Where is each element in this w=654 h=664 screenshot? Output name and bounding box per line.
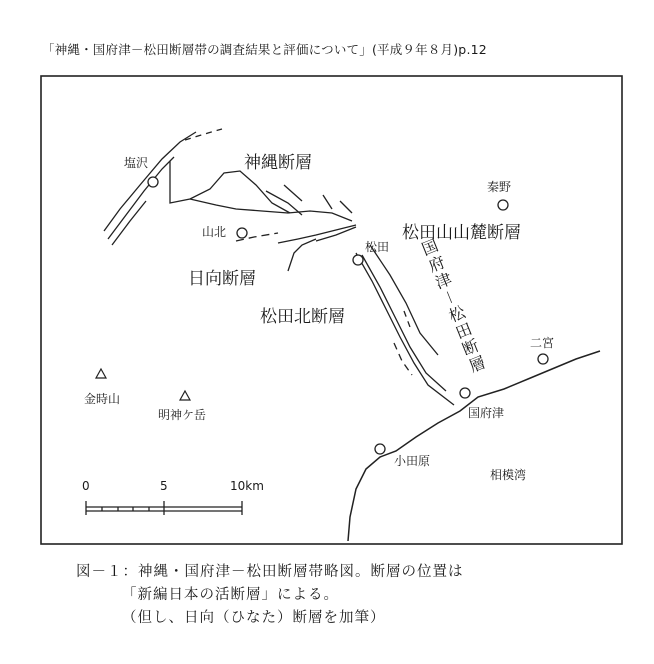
kozu-marker [460,388,470,398]
caption-line-1: 図－１：神縄・国府津－松田断層帯略図。断層の位置は [76,564,464,580]
scale-tick-5: 5 [160,479,168,493]
shiozawa-marker [148,177,158,187]
hatano-marker [498,200,508,210]
matsuda-kita-fault-label: 松田北断層 [260,307,345,327]
odawara-label: 小田原 [394,454,431,468]
myojin-triangle [180,391,190,400]
matsuda-label: 松田 [365,240,390,254]
kozu-label: 国府津 [468,406,505,420]
myojin-label: 明神ケ岳 [158,408,207,422]
hinata-fault-label: 日向断層 [188,269,256,289]
kozu-matsuda-fault-label: 国府津－松田断層 [417,236,489,377]
sagami-bay-label: 相模湾 [490,468,527,482]
source-citation: 「神縄・国府津－松田断層帯の調査結果と評価について」(平成９年８月)p.12 [42,42,487,57]
coastline [348,351,600,541]
yamakita-marker [237,228,247,238]
matsuda-marker [353,255,363,265]
matsuda-sanroku-fault-label: 松田山山麓断層 [402,223,521,243]
kanawa-fault-lines [104,129,352,245]
fault-map [40,75,623,545]
ninomiya-marker [538,354,548,364]
odawara-marker [375,444,385,454]
yamakita-label: 山北 [202,225,227,239]
kintoki-label: 金時山 [84,392,121,406]
hinata-fault-lines [236,225,356,271]
caption-line-2: 「新編日本の活断層」による。 [122,587,339,603]
shiozawa-label: 塩沢 [124,156,149,170]
scale-tick-10: 10km [230,479,264,493]
hatano-label: 秦野 [487,180,512,194]
caption-line-3: （但し、日向（ひなた）断層を加筆） [122,610,386,626]
ninomiya-label: 二宮 [530,336,555,350]
kintoki-triangle [96,369,106,378]
kanawa-fault-label: 神縄断層 [244,153,312,173]
scale-bar [86,501,242,515]
scale-tick-0: 0 [82,479,90,493]
